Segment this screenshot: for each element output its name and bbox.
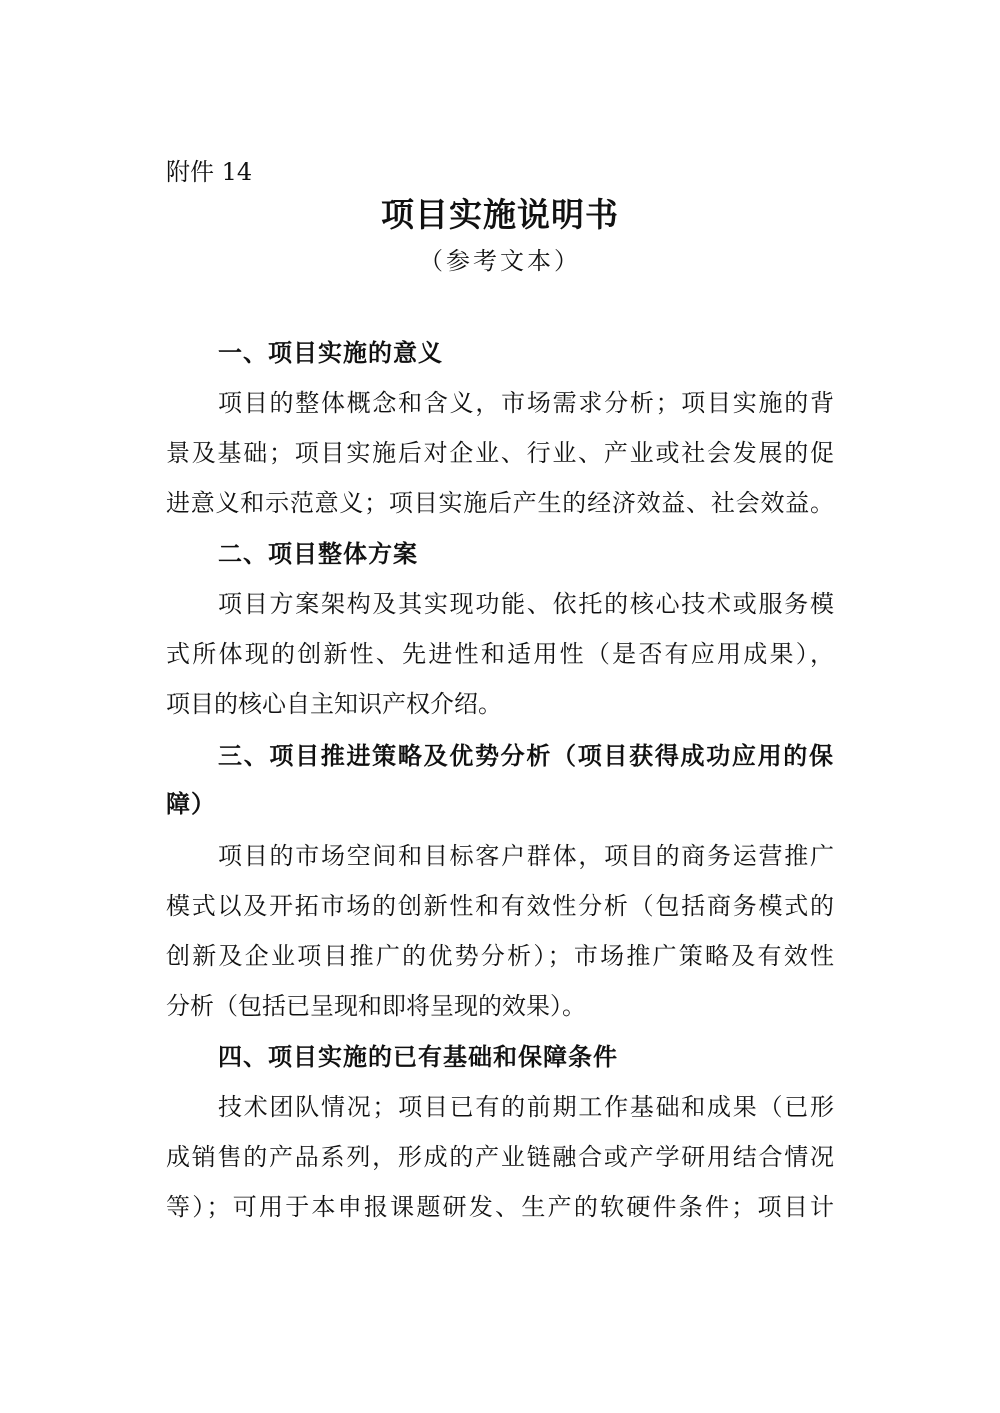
document-title: 项目实施说明书 (381, 195, 619, 234)
paragraph-line: 景及基础；项目实施后对企业、行业、产业或社会发展的促 (166, 439, 834, 467)
document-subtitle: （参考文本） (419, 247, 581, 275)
paragraph-line: 分析（包括已呈现和即将呈现的效果）。 (166, 992, 586, 1020)
paragraph-line: 创新及企业项目推广的优势分析）；市场推广策略及有效性 (166, 942, 834, 970)
paragraph-line: 进意义和示范意义；项目实施后产生的经济效益、社会效益。 (166, 489, 834, 517)
attachment-label: 附件 14 (166, 158, 253, 186)
section-heading-4: 四、项目实施的已有基础和保障条件 (218, 1043, 618, 1071)
section-heading-3: 三、项目推进策略及优势分析（项目获得成功应用的保 (218, 742, 834, 770)
section-heading-1: 一、项目实施的意义 (218, 339, 443, 367)
paragraph-line: 项目的市场空间和目标客户群体，项目的商务运营推广 (218, 842, 834, 870)
paragraph-line: 项目的核心自主知识产权介绍。 (166, 690, 502, 718)
paragraph-line: 项目方案架构及其实现功能、依托的核心技术或服务模 (218, 590, 834, 618)
paragraph-line: 式所体现的创新性、先进性和适用性（是否有应用成果）， (166, 640, 834, 668)
paragraph-line: 技术团队情况；项目已有的前期工作基础和成果（已形 (218, 1093, 834, 1121)
section-heading-3-continued: 障） (166, 790, 216, 818)
paragraph-line: 等）；可用于本申报课题研发、生产的软硬件条件；项目计 (166, 1193, 834, 1221)
paragraph-line: 项目的整体概念和含义，市场需求分析；项目实施的背 (218, 389, 834, 417)
paragraph-line: 模式以及开拓市场的创新性和有效性分析（包括商务模式的 (166, 892, 834, 920)
section-heading-2: 二、项目整体方案 (218, 540, 418, 568)
paragraph-line: 成销售的产品系列，形成的产业链融合或产学研用结合情况 (166, 1143, 834, 1171)
